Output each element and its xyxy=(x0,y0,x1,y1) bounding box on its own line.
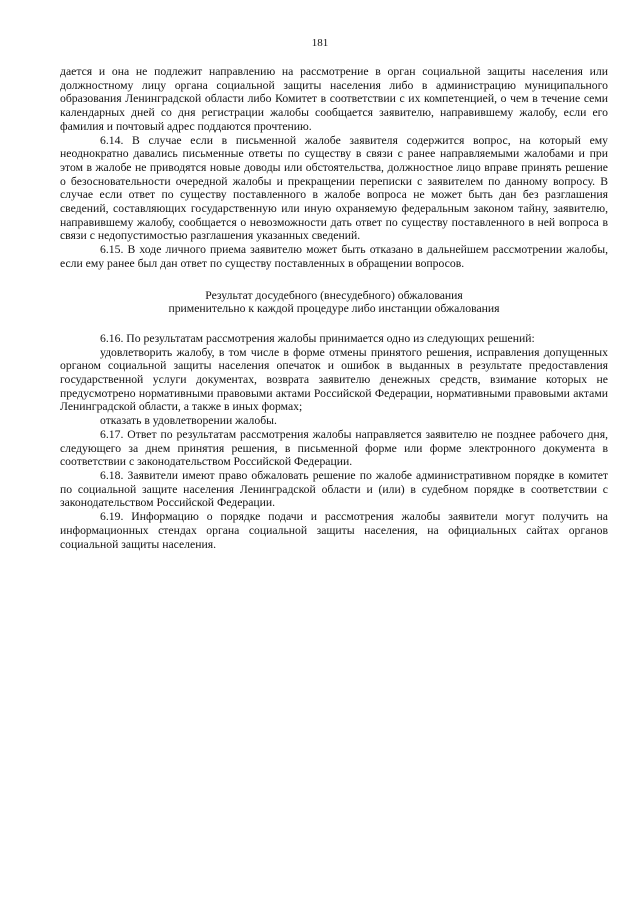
paragraph-6-19: 6.19. Информацию о порядке подачи и рассмотрения жалобы заявители могут получить на информационных стендах органа социальной защиты населения, на официальных сайтах органов социальной защиты населения. xyxy=(60,510,608,551)
paragraph-reject-complaint: отказать в удовлетворении жалобы. xyxy=(100,414,277,428)
section-heading-line-1: Результат досудебного (внесудебного) обжалования xyxy=(205,288,463,302)
page-number: 181 xyxy=(311,37,329,49)
section-heading xyxy=(60,289,608,316)
paragraph-6-16: 6.16. По результатам рассмотрения жалобы принимается одно из следующих решений: xyxy=(100,331,535,345)
paragraph-satisfy-complaint: удовлетворить жалобу, в том числе в форме отмены принятого решения, исправления допущенных органом социальной защиты населения опечаток и ошибок в выданных в результате предоставления государственной услуги документах, возврата заявителю денежных средств, взимание которых не предусмотрено нормативными правовыми актами Российской Федерации, нормативными правовыми актами Ленинградской области, а также в иных формах; xyxy=(60,345,608,414)
paragraph-6-15: 6.15. В ходе личного приема заявителю может быть отказано в дальнейшем рассмотрении жалобы, если ему ранее был дан ответ по существу поставленных в обращении вопросов. xyxy=(60,243,608,270)
document-body xyxy=(60,65,608,551)
paragraph-6-14: 6.14. В случае если в письменной жалобе заявителя содержится вопрос, на который ему неоднократно давались письменные ответы по существу в связи с ранее направляемыми жалобами и при этом в жалобе не приводятся новые доводы или обстоятельства, должностное лицо вправе принять решение о безосновательности очередной жалобы и прекращении переписки с заявителем по данному вопросу. В случае если ответ по существу поставленного в жалобе вопроса не может быть дан без разглашения сведений, составляющих государственную или иную охраняемую федеральным законом тайну, заявителю, направившему жалобу, сообщается о невозможности дать ответ по существу поставленного в ней вопроса в связи с недопустимостью разглашения указанных сведений. xyxy=(60,133,608,243)
section-heading-line-2: применительно к каждой процедуре либо инстанции обжалования xyxy=(168,302,500,316)
paragraph-continuation: дается и она не подлежит направлению на рассмотрение в орган социальной защиты населения или должностному лицу органа социальной защиты населения либо в администрацию муниципального образования Ленинградской области либо Комитет в соответствии с их компетенцией, о чем в течение семи календарных дней со дня регистрации жалобы сообщается заявителю, направившему жалобу, если его фамилия и почтовый адрес поддаются прочтению. xyxy=(60,65,608,133)
paragraph-6-18: 6.18. Заявители имеют право обжаловать решение по жалобе административном порядке в комитет по социальной защите населения Ленинградской области и (или) в судебном порядке в соответствии с законодательством Российской Федерации. xyxy=(60,468,608,510)
paragraph-6-17: 6.17. Ответ по результатам рассмотрения жалобы направляется заявителю не позднее рабочего дня, следующего за днем принятия решения, в письменной форме или форме электронного документа в соответствии с законодательством Российской Федерации. xyxy=(60,427,608,469)
